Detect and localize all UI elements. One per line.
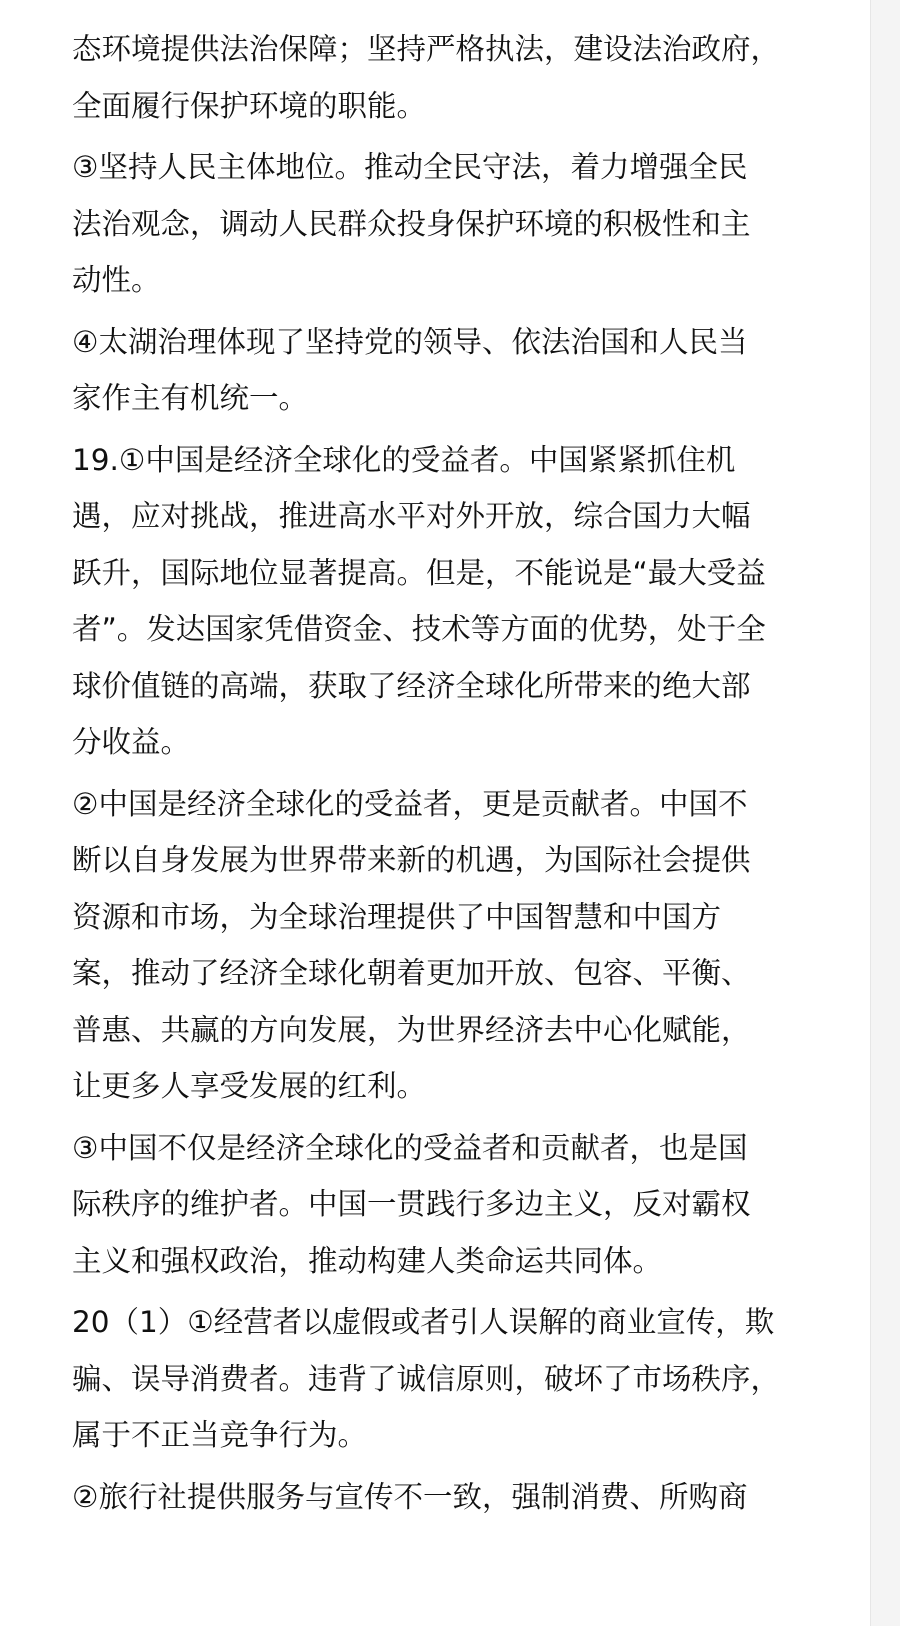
paragraph-point-3-people — [72, 139, 807, 309]
text-line: 球价值链的高端，获取了经济全球化所带来的绝大部 — [72, 668, 751, 703]
text-line: 动性。 — [72, 263, 161, 297]
paragraph-q19-point-2 — [72, 776, 807, 1115]
paragraph-legal-guarantee — [72, 21, 807, 134]
text-line: 19.①中国是经济全球化的受益者。中国紧紧抓住机 — [72, 442, 736, 477]
text-line: 全面履行保护环境的职能。 — [72, 88, 427, 123]
paragraph-q19-point-3 — [72, 1120, 807, 1290]
text-line: 分收益。 — [72, 725, 191, 759]
text-line: 法治观念，调动人民群众投身保护环境的积极性和主 — [72, 206, 751, 241]
document-body — [72, 21, 807, 1530]
text-line: ③中国不仅是经济全球化的受益者和贡献者，也是国 — [72, 1130, 748, 1165]
text-line: 案，推动了经济全球化朝着更加开放、包容、平衡、 — [72, 956, 751, 990]
text-line: 资源和市场，为全球治理提供了中国智慧和中国方 — [72, 899, 722, 934]
paragraph-q20-point-1 — [72, 1294, 807, 1464]
text-line: ③坚持人民主体地位。推动全民守法，着力增强全民 — [72, 150, 748, 184]
text-line: 断以自身发展为世界带来新的机遇，为国际社会提供 — [72, 843, 751, 877]
text-line: 际秩序的维护者。中国一贯践行多边主义，反对霸权 — [72, 1187, 751, 1221]
text-line: ④太湖治理体现了坚持党的领导、依法治国和人民当 — [72, 324, 748, 359]
text-line: 骗、误导消费者。违背了诚信原则，破坏了市场秩序， — [72, 1361, 781, 1396]
text-line: 普惠、共赢的方向发展，为世界经济去中心化赋能， — [72, 1012, 751, 1047]
text-line: 家作主有机统一。 — [72, 381, 309, 415]
text-line: 20（1）①经营者以虚假或者引人误解的商业宣传，欺 — [72, 1305, 775, 1339]
paragraph-point-4-taihu — [72, 314, 807, 427]
paragraph-q20-point-2 — [72, 1469, 807, 1526]
page-right-margin — [870, 0, 900, 1626]
text-line: 遇，应对挑战，推进高水平对外开放，综合国力大幅 — [72, 499, 751, 533]
text-line: ②中国是经济全球化的受益者，更是贡献者。中国不 — [72, 786, 748, 821]
text-line: 主义和强权政治，推动构建人类命运共同体。 — [72, 1243, 663, 1278]
text-line: 者”。发达国家凭借资金、技术等方面的优势，处于全 — [72, 612, 766, 646]
text-line: 态环境提供法治保障；坚持严格执法，建设法治政府， — [72, 32, 781, 66]
text-line: ②旅行社提供服务与宣传不一致，强制消费、所购商 — [72, 1479, 748, 1514]
text-line: 属于不正当竞争行为。 — [72, 1418, 368, 1452]
text-line: 跃升，国际地位显著提高。但是，不能说是“最大受益 — [72, 555, 766, 590]
text-line: 让更多人享受发展的红利。 — [72, 1069, 427, 1103]
paragraph-q19-point-1 — [72, 432, 807, 771]
